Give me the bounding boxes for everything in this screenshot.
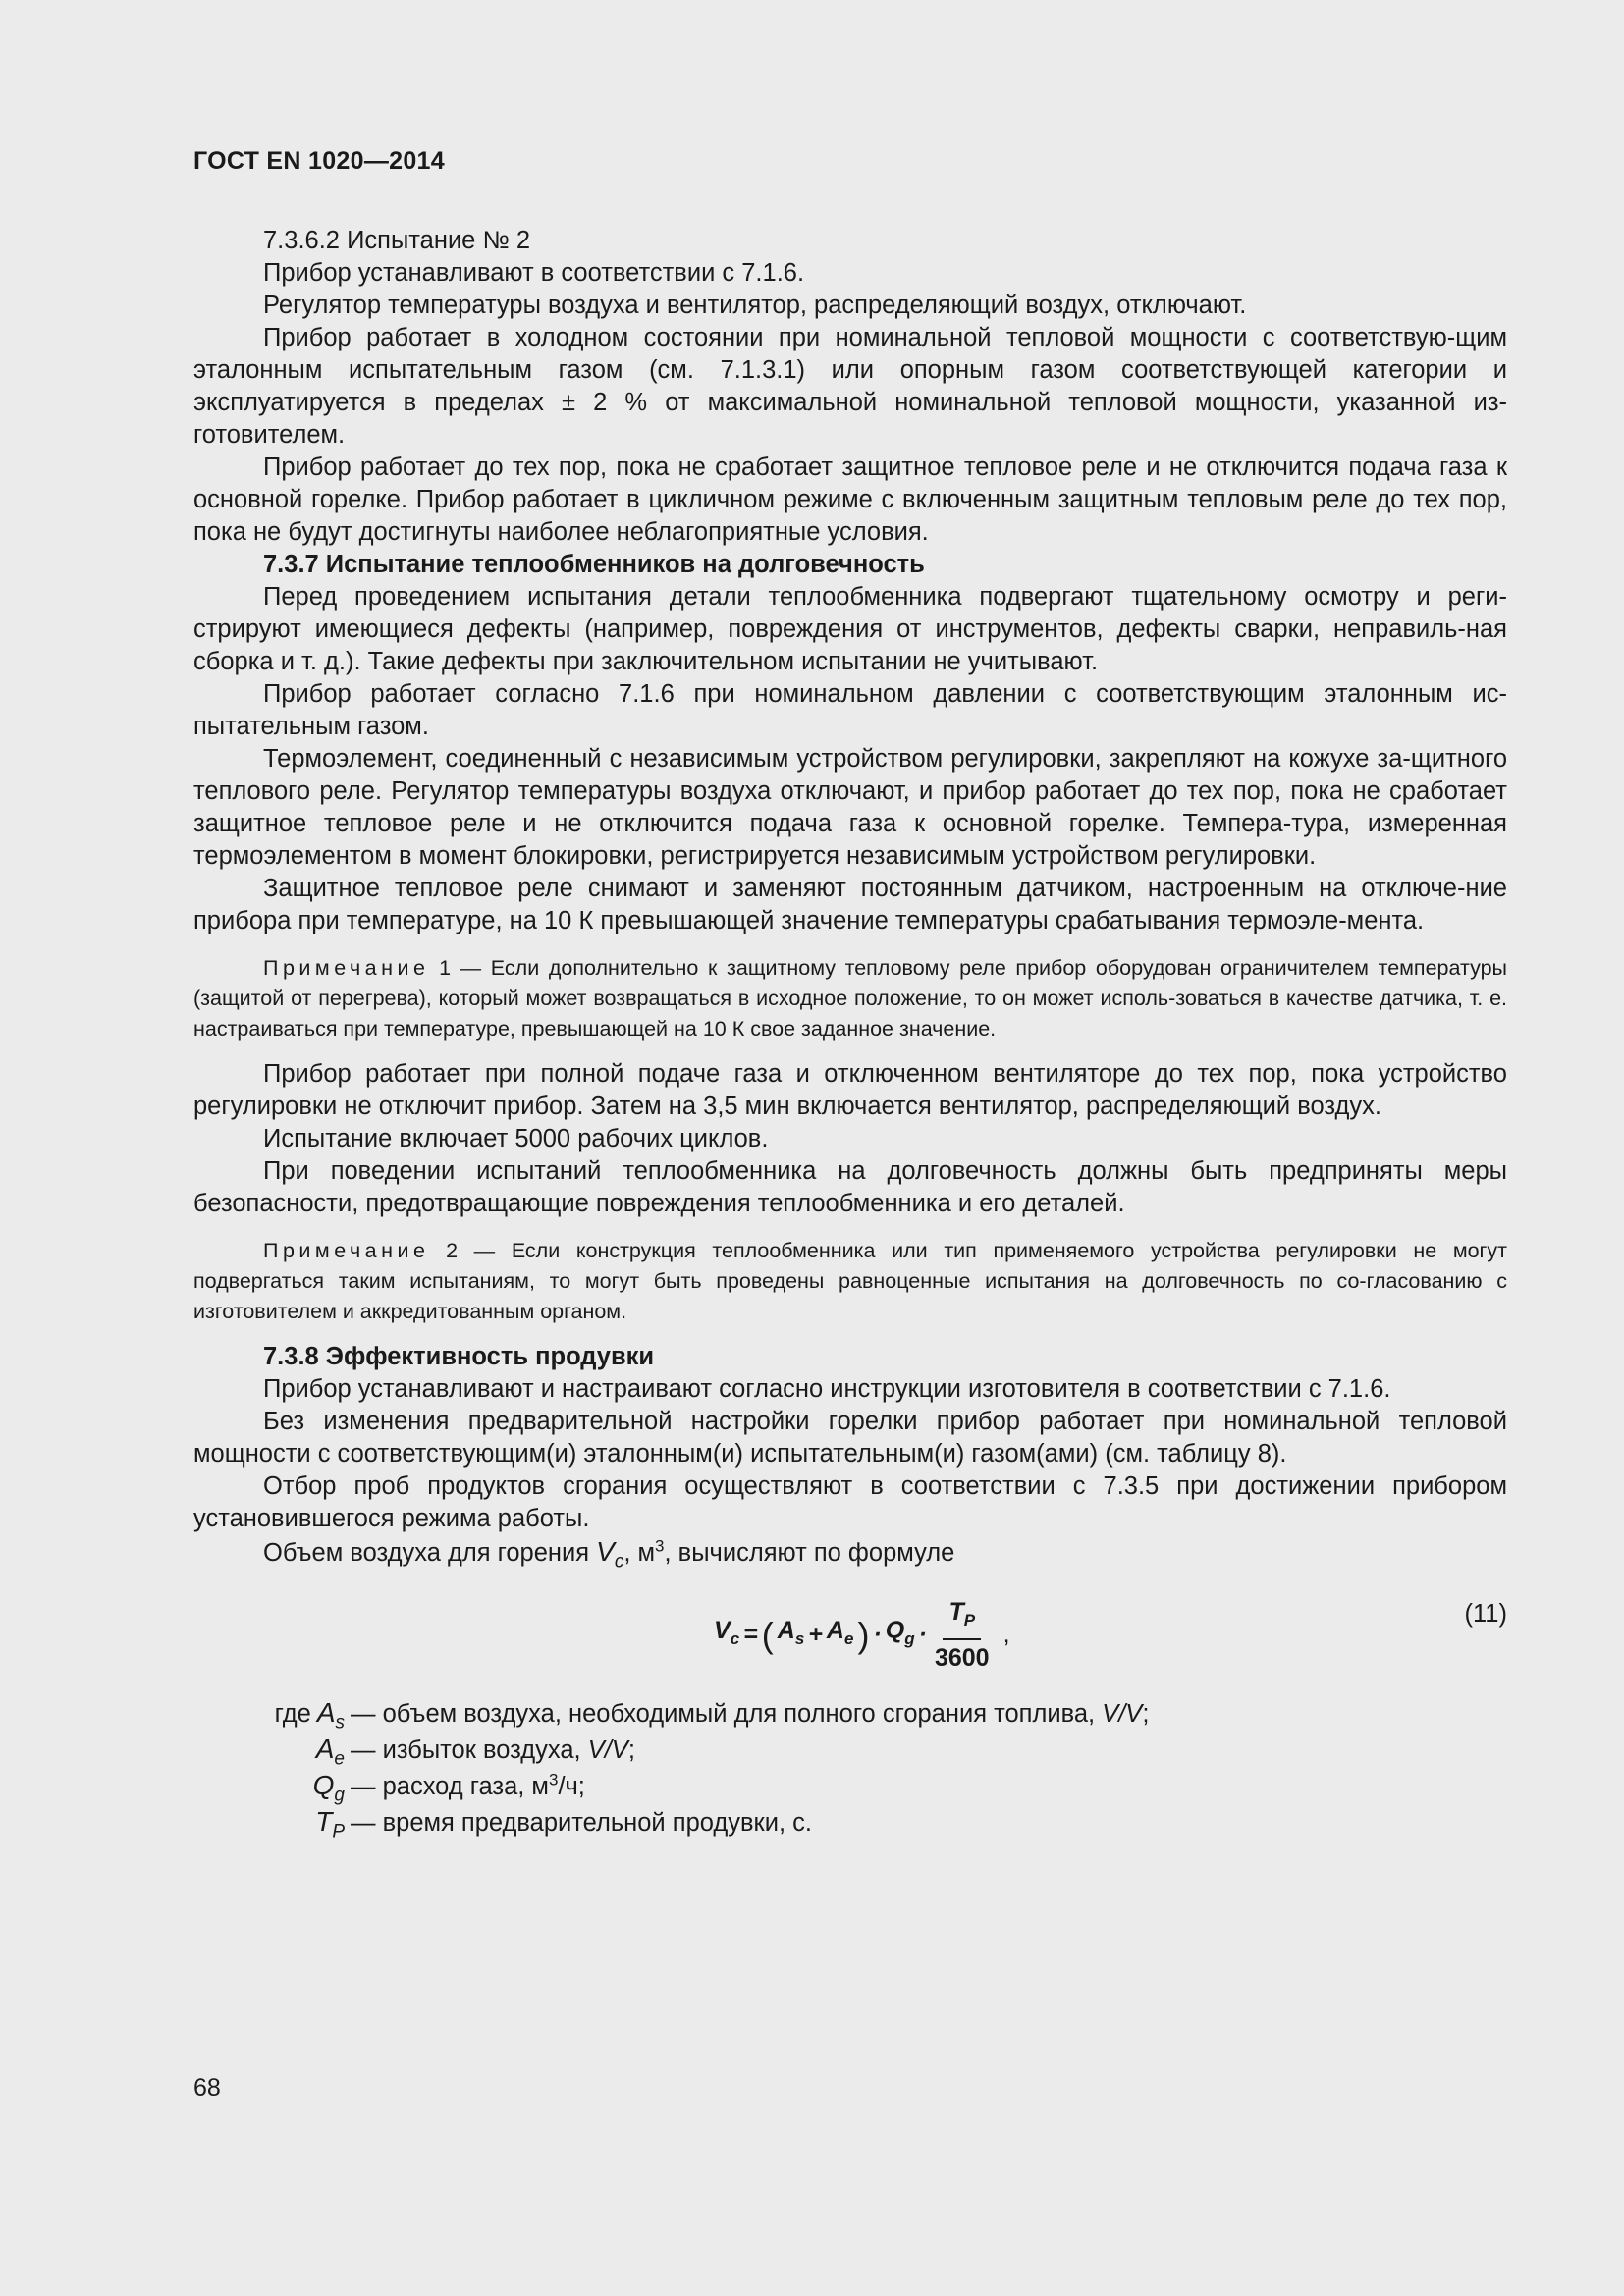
section-738-paragraph-1: Прибор устанавливают и настраивают согласно инструкции изготовителя в соответствии с 7.1.6. xyxy=(263,1375,1391,1403)
note-2 xyxy=(193,1236,1507,1327)
section-738-paragraph-3: Отбор проб продуктов сгорания осуществляют в соответствии с 7.3.5 при достижении прибором установившегося режима работы. xyxy=(193,1472,1507,1532)
where-desc-qg: — расход газа, м xyxy=(351,1772,549,1800)
section-738-paragraph-4 xyxy=(193,1535,1507,1578)
document-code-header: ГОСТ EN 1020—2014 xyxy=(193,147,445,175)
formula-open-paren: ( xyxy=(761,1614,774,1655)
section-7362-paragraph-4: Прибор работает до тех пор, пока не сработает защитное тепловое реле и не отключится подача газа к основной горелке. Прибор работает в цикличном режиме с включенным защитным тепловым реле до тех пор, пока не будут достигнуты наиболее неблагоприятные условия. xyxy=(193,454,1507,546)
where-prefix: где xyxy=(274,1699,311,1728)
section-737-paragraph-1: Перед проведением испытания детали теплообменника подвергают тщательному осмотру и реги-стрируют имеющиеся дефекты (например, повреждения от инструментов, дефекты сварки, неправиль-ная сборка и т. д.). Такие дефекты при заключительном испытании не учитывают. xyxy=(193,583,1507,675)
p4-text-start: Объем воздуха для горения xyxy=(263,1539,597,1567)
fraction-denominator: 3600 xyxy=(934,1643,990,1672)
vc-symbol: $V_c$ xyxy=(596,1536,624,1573)
note-1-label: Примечание xyxy=(263,956,430,980)
note-1-text: 1 — Если дополнительно к защитному тепловому реле прибор оборудован ограничителем температуры (защитой от перегрева), который может возвращаться в исходное положение, то он может исполь-зоваться в качестве датчика, т. е. настраиваться при температуре, превышающей на 10 К свое заданное значение. xyxy=(193,956,1507,1041)
section-7362-paragraph-3: Прибор работает в холодном состоянии при номинальной тепловой мощности с соответствую-щим эталонным испытательным газом (см. 7.1.3.1) или опорным газом соответствующей категории и эксплуатируется в пределах ± 2 % от максимальной номинальной тепловой мощности, указанной из-готовителем. xyxy=(193,324,1507,449)
section-737-paragraph-4: Защитное тепловое реле снимают и заменяют постоянным датчиком, настроенным на отключе-ние прибора при температуре, на 10 К превышающей значение температуры срабатывания термоэле-мента. xyxy=(193,875,1507,934)
where-item-qg: $Q_g$ — расход газа, $м^3/ч$; xyxy=(312,1769,585,1806)
section-738-paragraph-2: Без изменения предварительной настройки горелки прибор работает при номинальной тепловой мощности с соответствующим(и) эталонным(и) испытательным(и) газом(ами) (см. таблицу 8). xyxy=(193,1408,1507,1468)
where-unit-ae: V/V xyxy=(587,1735,628,1764)
p4-unit: , м xyxy=(623,1539,656,1567)
formula-dot-2: · xyxy=(918,1621,927,1649)
p4-unit-exponent: 3 xyxy=(655,1536,665,1556)
section-737-paragraph-3: Термоэлемент, соединенный с независимым устройством регулировки, закрепляют на кожухе за-щитного теплового реле. Регулятор температуры воздуха отключают, и прибор работает до тех пор, пока не сработает защитное тепловое реле и не отключится подача газа к основной горелке. Темпера-тура, измеренная термоэлементом в момент блокировки, регистрируется независимым устройством регулировки. xyxy=(193,745,1507,870)
fraction-numerator: $T_P$ xyxy=(943,1596,981,1640)
where-symbol-qg: $Q_g$ xyxy=(312,1769,345,1806)
section-737-heading: 7.3.7 Испытание теплообменников на долговечность xyxy=(263,551,925,578)
formula-11 xyxy=(714,1596,1010,1675)
note-2-text: 2 — Если конструкция теплообменника или тип применяемого устройства регулировки не могут подвергаться таким испытаниям, то могут быть проведены равноценные испытания на долговечность по со-гласованию с изготовителем и аккредитованным органом. xyxy=(193,1239,1507,1323)
formula-lhs: $V_c$ xyxy=(714,1617,740,1649)
where-unit-as: V/V xyxy=(1102,1699,1143,1728)
p4-text-end: , вычисляют по формуле xyxy=(664,1539,955,1567)
formula-11-row xyxy=(193,1584,1507,1692)
where-desc-tp: — время предварительной продувки, с. xyxy=(351,1808,812,1837)
section-7362-paragraph-1: Прибор устанавливают в соответствии с 7.1.6. xyxy=(263,259,805,287)
where-item-tp xyxy=(193,1805,1507,1842)
document-body xyxy=(193,225,1507,1842)
formula-plus: + xyxy=(808,1621,823,1649)
note-1 xyxy=(193,953,1507,1044)
where-symbol-ae: $A_e$ xyxy=(315,1733,345,1770)
section-737-paragraph-6: Испытание включает 5000 рабочих циклов. xyxy=(263,1125,769,1152)
where-symbol-as: $A_s$ xyxy=(316,1696,345,1734)
formula-qg: $Q_g$ xyxy=(885,1617,915,1649)
section-738-heading: 7.3.8 Эффективность продувки xyxy=(263,1343,655,1370)
where-desc-as: — объем воздуха, необходимый для полного сгорания топлива, xyxy=(351,1699,1103,1728)
formula-ae: $A_e$ xyxy=(826,1617,854,1649)
note-2-label: Примечание xyxy=(263,1239,430,1262)
section-737-paragraph-7: При поведении испытаний теплообменника на долговечность должны быть предприняты меры безопасности, предотвращающие повреждения теплообменника и его деталей. xyxy=(193,1157,1507,1217)
section-7362-paragraph-2: Регулятор температуры воздуха и вентилятор, распределяющий воздух, отключают. xyxy=(263,292,1247,319)
formula-fraction xyxy=(935,1596,990,1675)
where-list xyxy=(193,1696,1507,1842)
where-desc-ae: — избыток воздуха, xyxy=(351,1735,588,1764)
formula-dot-1: · xyxy=(873,1621,882,1649)
formula-number: (11) xyxy=(1464,1599,1507,1628)
where-item-ae: $A_e$ — избыток воздуха, V/V; xyxy=(315,1733,635,1770)
formula-trailing-comma: , xyxy=(1002,1621,1010,1649)
section-737-paragraph-2: Прибор работает согласно 7.1.6 при номинальном давлении с соответствующим эталонным ис-пытательным газом. xyxy=(193,680,1507,740)
formula-equals: = xyxy=(743,1621,758,1649)
formula-close-paren: ) xyxy=(857,1614,870,1655)
section-7362-title: 7.3.6.2 Испытание № 2 xyxy=(263,227,531,254)
formula-as: $A_s$ xyxy=(777,1617,805,1649)
where-symbol-tp: $T_P$ xyxy=(315,1805,345,1842)
where-item-as: где $A_s$ — объем воздуха, необходимый для полного сгорания топлива, V/V; xyxy=(274,1696,1150,1734)
page-number: 68 xyxy=(193,2074,221,2102)
section-737-paragraph-5: Прибор работает при полной подаче газа и отключенном вентиляторе до тех пор, пока устройство регулировки не отключит прибор. Затем на 3,5 мин включается вентилятор, распределяющий воздух. xyxy=(193,1060,1507,1120)
